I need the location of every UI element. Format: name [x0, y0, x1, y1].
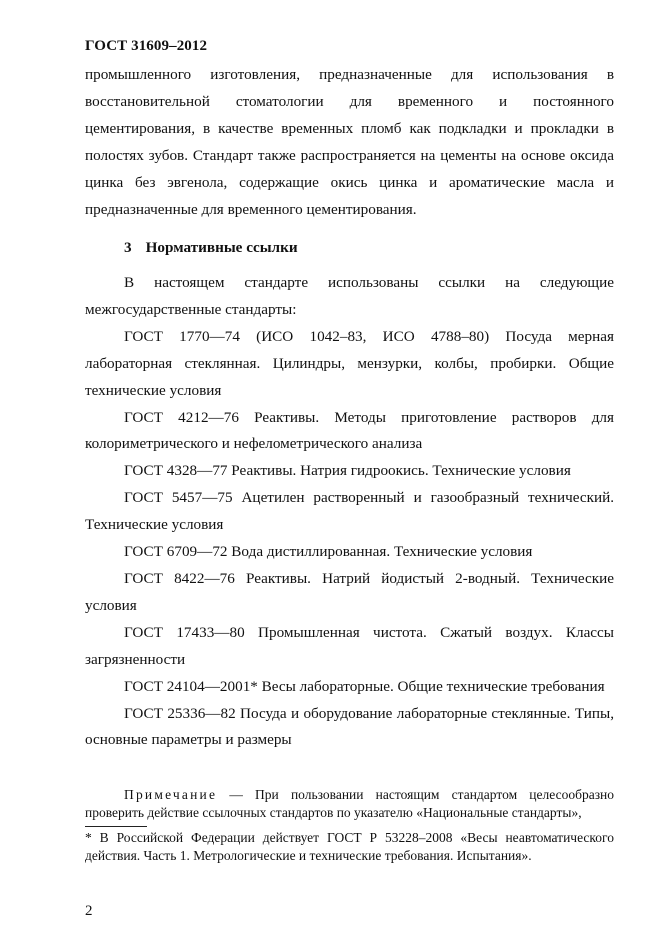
lead-paragraph: В настоящем стандарте использованы ссылки на следующие межгосударственные стандарты:: [85, 274, 614, 318]
reference-item: ГОСТ 4328—77 Реактивы. Натрия гидроокись. Технические условия: [124, 462, 571, 480]
page-number: 2: [85, 903, 93, 919]
reference-item: ГОСТ 17433—80 Промышленная чистота. Сжатый воздух. Классы загрязненности: [85, 623, 614, 668]
reference-item: ГОСТ 4212—76 Реактивы. Методы приготовление растворов для колориметрического и нефелометрического анализа: [85, 408, 614, 453]
section-title: Нормативные ссылки: [145, 239, 298, 256]
note-paragraph: [85, 786, 614, 822]
section-heading: [124, 239, 312, 257]
reference-item: ГОСТ 5457—75 Ацетилен растворенный и газообразный технический. Технические условия: [85, 489, 614, 534]
reference-item: ГОСТ 1770—74 (ИСО 1042–83, ИСО 4788–80) Посуда мерная лабораторная стеклянная. Цилиндры, мензурки, колбы, пробирки. Общие технические условия: [85, 327, 614, 399]
section-number: 3: [124, 239, 132, 256]
reference-item: ГОСТ 24104—2001* Весы лабораторные. Общие технические требования: [124, 677, 605, 695]
footnote: [85, 829, 614, 865]
note-dash: —: [217, 787, 256, 802]
reference-item: ГОСТ 25336—82 Посуда и оборудование лабораторные стеклянные. Типы, основные параметры и размеры: [85, 704, 614, 749]
intro-paragraph-block: [85, 62, 614, 223]
page-header: ГОСТ 31609–2012: [85, 38, 208, 54]
reference-item: ГОСТ 6709—72 Вода дистиллированная. Технические условия: [124, 543, 533, 561]
intro-paragraph: промышленного изготовления, предназначенные для использования в восстановительной стоматологии для временного и постоянного цементирования, в качестве временных пломб как подкладки и прокладки в полостях зубов. Стандарт также распространяется на цементы на основе оксида цинка без эвгенола, содержащие окись цинка и ароматические масла и предназначенные для временного цементирования.: [85, 66, 614, 218]
references-block: [85, 270, 614, 754]
reference-item: ГОСТ 8422—76 Реактивы. Натрий йодистый 2-водный. Технические условия: [85, 569, 614, 614]
note-label: Примечание: [124, 787, 218, 802]
note-text: При пользовании настоящим стандартом целесообразно проверить действие ссылочных стандартов по указателю «Национальные стандарты»,: [85, 787, 615, 820]
footnote-divider: [85, 826, 147, 827]
footnote-text: * В Российской Федерации действует ГОСТ Р 53228–2008 «Весы неавтоматического действия. Часть 1. Метрологические и технические требования. Испытания».: [85, 830, 614, 863]
